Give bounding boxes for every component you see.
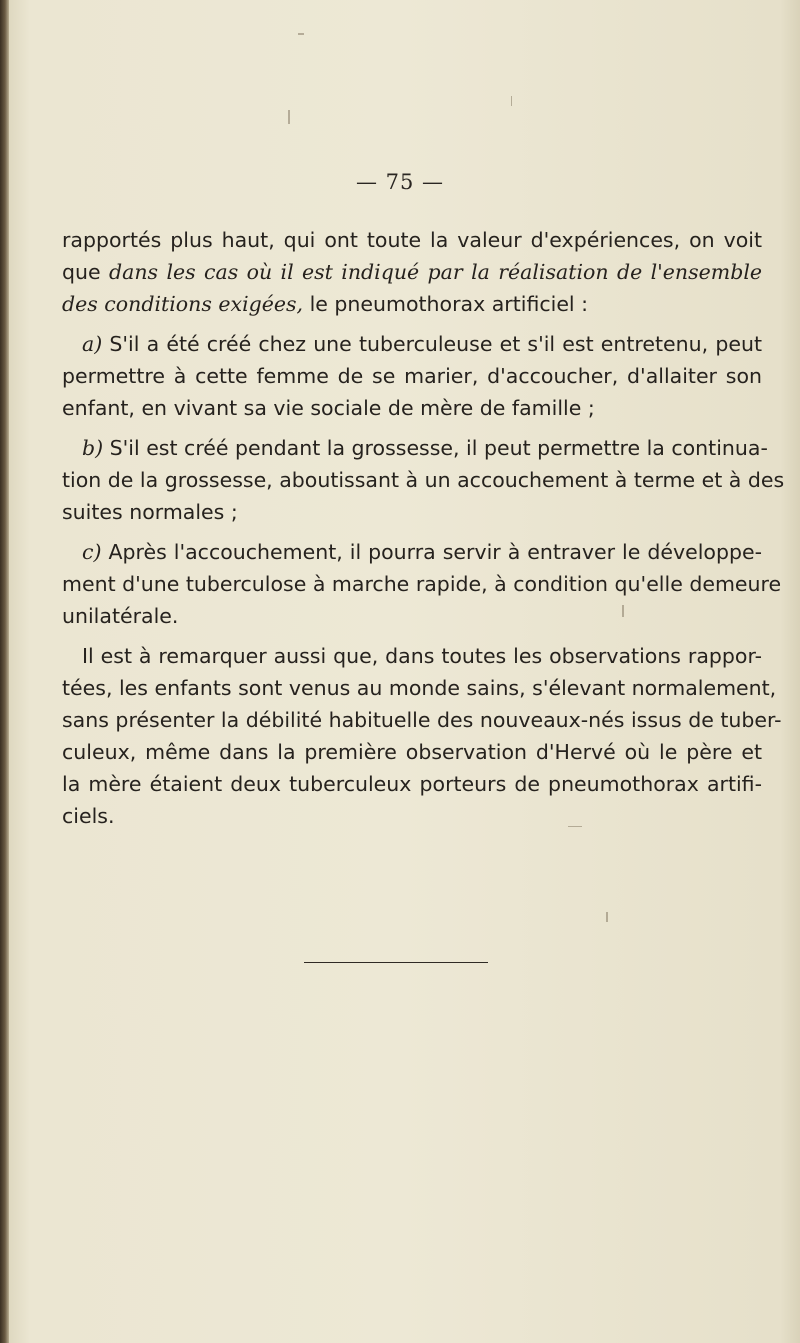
text-line bbox=[62, 768, 762, 800]
paper-speck bbox=[511, 96, 512, 106]
body-text-run: Il est à remarquer aussi que, dans toutes les observations rappor- bbox=[82, 644, 762, 668]
body-text-run: tion de la grossesse, aboutissant à un accouchement à terme et à des bbox=[62, 468, 785, 492]
body-text-run: S'il est créé pendant la grossesse, il peut permettre la continua- bbox=[103, 436, 768, 460]
text-line bbox=[62, 432, 768, 464]
italic-text: c) bbox=[82, 540, 102, 564]
body-text-run: suites normales ; bbox=[62, 500, 238, 524]
text-line bbox=[62, 568, 782, 600]
body-text-run: le pneumothorax artificiel : bbox=[303, 292, 589, 316]
text-line bbox=[62, 704, 782, 736]
body-text-run: sans présenter la débilité habituelle des nouveaux-nés issus de tuber- bbox=[62, 708, 782, 732]
text-line bbox=[62, 288, 762, 320]
body-text-run: culeux, même dans la première observation d'Hervé où le père et bbox=[62, 740, 762, 764]
italic-text: des conditions exigées, bbox=[62, 292, 304, 316]
paragraph-gap bbox=[62, 424, 762, 432]
paper-speck bbox=[298, 33, 304, 35]
text-line bbox=[62, 360, 762, 392]
paper-speck bbox=[622, 605, 624, 617]
text-line bbox=[62, 672, 777, 704]
body-text-run: permettre à cette femme de se marier, d'accoucher, d'allaiter son bbox=[62, 364, 762, 388]
paragraph bbox=[62, 640, 782, 832]
paragraph-gap bbox=[62, 528, 762, 536]
text-line bbox=[62, 256, 762, 288]
paragraph bbox=[62, 328, 762, 424]
page-binding-edge bbox=[0, 0, 9, 1343]
text-line bbox=[62, 224, 762, 256]
body-text-run: S'il a été créé chez une tuberculeuse et s'il est entretenu, peut bbox=[102, 332, 762, 356]
paper-speck bbox=[606, 912, 608, 922]
body-text-run: ciels. bbox=[62, 804, 115, 828]
page-number: — 75 — bbox=[355, 170, 445, 194]
paragraph bbox=[62, 536, 782, 632]
paper-speck bbox=[288, 110, 290, 124]
italic-text: b) bbox=[82, 436, 104, 460]
text-line bbox=[62, 800, 762, 832]
body-text-run: rapportés plus haut, qui ont toute la valeur d'expériences, on voit bbox=[62, 228, 762, 252]
paragraph bbox=[62, 432, 785, 528]
body-text-run: ment d'une tuberculose à marche rapide, à condition qu'elle demeure bbox=[62, 572, 782, 596]
paper-speck bbox=[568, 826, 582, 827]
text-line bbox=[62, 640, 762, 672]
paragraph-gap bbox=[62, 320, 762, 328]
paragraph bbox=[62, 224, 762, 320]
text-line bbox=[62, 536, 762, 568]
body-text-run: Après l'accouchement, il pourra servir à entraver le développe- bbox=[101, 540, 762, 564]
italic-text: a) bbox=[82, 332, 103, 356]
body-text-run: unilatérale. bbox=[62, 604, 179, 628]
body-text-run: que bbox=[62, 260, 109, 284]
italic-text: dans les cas où il est indiqué par la réalisation de l'ensemble bbox=[109, 260, 763, 284]
text-line bbox=[62, 600, 762, 632]
paragraph-gap bbox=[62, 632, 762, 640]
text-line bbox=[62, 736, 762, 768]
body-text-run: la mère étaient deux tuberculeux porteurs de pneumothorax artifi- bbox=[62, 772, 762, 796]
end-rule bbox=[304, 962, 488, 963]
text-line bbox=[62, 464, 785, 496]
body-text bbox=[62, 224, 785, 832]
body-text-run: tées, les enfants sont venus au monde sains, s'élevant normalement, bbox=[62, 676, 777, 700]
text-line bbox=[62, 392, 762, 424]
text-line bbox=[62, 328, 762, 360]
body-text-run: enfant, en vivant sa vie sociale de mère de famille ; bbox=[62, 396, 595, 420]
text-line bbox=[62, 496, 762, 528]
